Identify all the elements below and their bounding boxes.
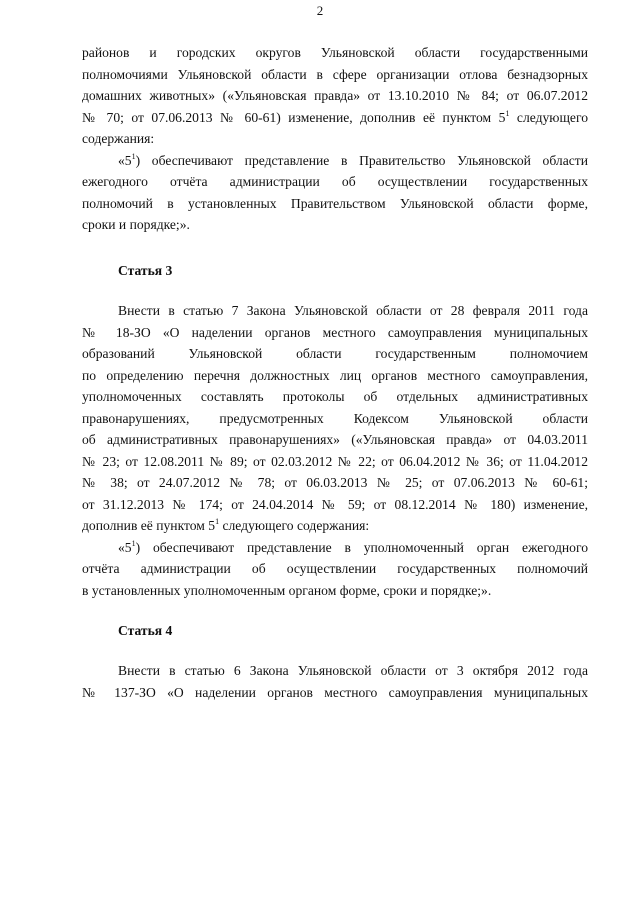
text-line: от 31.12.2013 № 174; от 24.04.2014 № 59; от 08.12.2014 № 180) изменение, — [82, 496, 588, 512]
text-line-with-superscript — [82, 150, 588, 172]
article-3-heading: Статья 3 — [118, 263, 173, 278]
article-4-heading: Статья 4 — [118, 623, 173, 638]
text-line: № 137-ЗО «О наделении органов местного самоуправления муниципальных — [82, 684, 588, 700]
text-segment: ) обеспечивают представление в уполномоченный орган ежегодного — [135, 539, 588, 555]
text-line: ежегодного отчёта администрации об осуществлении государственных — [82, 174, 588, 189]
paragraph-continuation — [82, 42, 588, 150]
superscript: 1 — [131, 151, 136, 161]
superscript: 1 — [505, 108, 510, 118]
text-line: образований Ульяновской области государственным полномочием — [82, 346, 588, 361]
text-line-with-superscript — [82, 107, 588, 129]
text-line: правонарушениях, предусмотренных Кодексом Ульяновской области — [82, 410, 588, 426]
text-line: полномочиями Ульяновской области в сфере организации отлова безнадзорных — [82, 66, 588, 82]
text-segment: «5 — [118, 152, 132, 168]
text-line: содержания: — [82, 131, 155, 146]
text-line: сроки и порядке;». — [82, 217, 190, 232]
text-line-with-superscript — [82, 537, 588, 559]
text-line: в установленных уполномоченным органом форме, сроки и порядке;». — [82, 582, 492, 598]
text-segment: следующего содержания: — [219, 518, 370, 533]
text-line: отчёта администрации об осуществлении государственных полномочий — [82, 561, 588, 576]
superscript: 1 — [131, 538, 136, 548]
article-3-body — [82, 300, 588, 601]
text-line: Внести в статью 7 Закона Ульяновской области от 28 февраля 2011 года — [118, 303, 588, 318]
text-segment: «5 — [118, 539, 132, 555]
text-line: № 18-ЗО «О наделении органов местного самоуправления муниципальных — [82, 324, 588, 340]
text-line: районов и городских округов Ульяновской области государственными — [82, 45, 588, 60]
article-4-body — [82, 660, 588, 703]
text-segment: ) обеспечивают представление в Правительство Ульяновской области — [135, 152, 588, 168]
text-segment: следующего — [509, 109, 588, 125]
text-line-with-superscript — [82, 515, 588, 537]
text-line: домашних животных» («Ульяновская правда» от 13.10.2010 № 84; от 06.07.2012 — [82, 88, 588, 103]
superscript: 1 — [215, 517, 220, 526]
paragraph-quoted-point-1 — [82, 150, 588, 236]
text-line: полномочий в установленных Правительством Ульяновской области форме, — [82, 195, 588, 211]
text-line: по определению перечня должностных лиц органов местного самоуправления, — [82, 367, 588, 383]
page-number: 2 — [316, 3, 324, 18]
text-line: об административных правонарушениях» («Ульяновская правда» от 04.03.2011 — [82, 432, 588, 447]
text-line: уполномоченных составлять протоколы об отдельных административных — [82, 389, 588, 404]
text-line: Внести в статью 6 Закона Ульяновской области от 3 октября 2012 года — [118, 663, 588, 678]
text-line: № 38; от 24.07.2012 № 78; от 06.03.2013 № 25; от 07.06.2013 № 60-61; — [82, 475, 588, 490]
text-segment: дополнив её пунктом 5 — [82, 518, 216, 533]
text-line: № 23; от 12.08.2011 № 89; от 02.03.2012 № 22; от 06.04.2012 № 36; от 11.04.2012 — [82, 453, 588, 469]
text-segment: № 70; от 07.06.2013 № 60-61) изменение, дополнив её пунктом 5 — [82, 109, 506, 125]
